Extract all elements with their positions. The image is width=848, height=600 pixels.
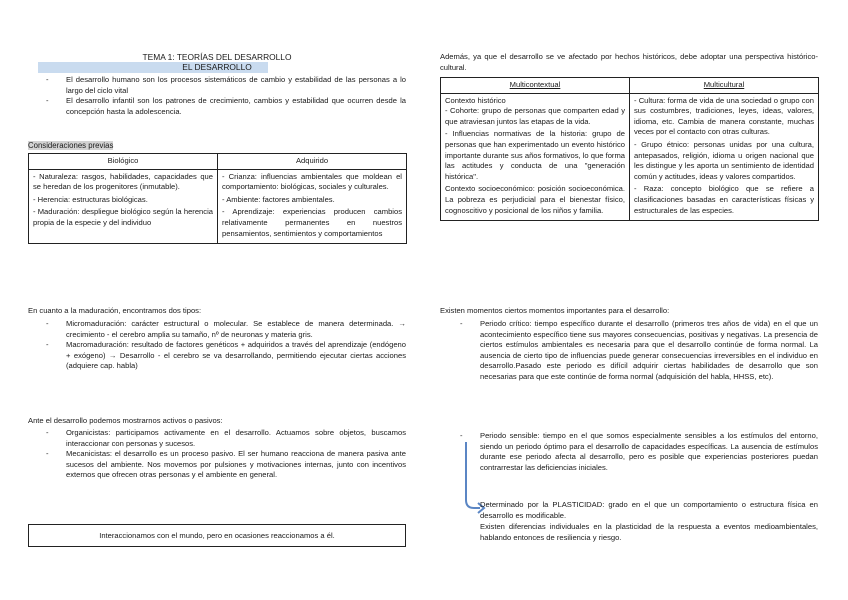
cell-paragraph: - Grupo étnico: personas unidas por una cultura, antepasados, religión, idioma u origen nacional que les distingue y les aporta un sentimiento de identidad común y actitudes, ideas y valores compartidos. (634, 139, 814, 181)
list-item: - Mecanicistas: el desarrollo es un proceso pasivo. El ser humano reacciona de manera pasiva ante sucesos del ambiente. Nos movemos por pulsiones y motivaciones internas, junto con incentivos externos que ofrecen otras personas y el ambiente en general. (38, 449, 406, 481)
maduracion-intro: En cuanto a la maduración, encontramos dos tipos: (28, 306, 202, 315)
list-item: - El desarrollo infantil son los patrones de crecimiento, cambios y estabilidad que ocurren desde la concepción hasta la adolescencia. (38, 96, 406, 117)
table-header-adquirido: Adquirido (218, 154, 407, 170)
cell-paragraph: - Naturaleza: rasgos, habilidades, capacidades que se heredan de los progenitores (inmutable). (33, 171, 213, 192)
list-item: - Micromaduración: carácter estructural o molecular. Se establece de manera determinada. → crecimiento - el cerebro amplia su tamaño, nº de neuronas y materia gris. (38, 319, 406, 340)
table-header-multicontextual: Multicontextual (441, 78, 630, 94)
list-item: - Periodo crítico: tiempo específico durante el desarrollo (primeros tres años de vida) en el que un acontecimiento específico tiene sus mayores consecuencias, positivas y negativas. La presencia de ciertos estímulos ambientales es necesaria para que el desarrollo continúe de forma normal. La ausencia de cierto tipo de influencias puede generar consecuencias irreversibles en el individuo en desarrollo.Pasado este periodo es difícil adquirir ciertas habilidades de desarrollo que son necesarias para que este continúe de forma normal (adquisición del habla, HHSS, etc). (452, 319, 818, 383)
boxed-note: Interaccionamos con el mundo, pero en ocasiones reaccionamos a él. (28, 524, 406, 547)
cell-paragraph: - Ambiente: factores ambientales. (222, 194, 335, 204)
activos-bullets (38, 428, 406, 481)
perspective-table (440, 77, 819, 221)
cell-paragraph: - Raza: concepto biológico que se refiere a clasificaciones basadas en características físicas y estructurales de las especies. (634, 184, 814, 215)
table-header-biologico: Biológico (29, 154, 218, 170)
right-intro: Además, ya que el desarrollo se ve afectado por hechos históricos, debe adoptar una perspectiva histórico-cultural. (440, 52, 818, 72)
table-cell-multicontextual (441, 93, 630, 221)
intro-bullets (38, 75, 406, 117)
periodo-critico-list (452, 319, 818, 383)
cell-paragraph: - Herencia: estructuras biológicas. (33, 194, 148, 204)
cell-heading: Contexto histórico (445, 95, 506, 105)
plasticidad-text: Determinado por la PLASTICIDAD: grado en el que un comportamiento o estructura física en desarrollo es modificable. (480, 500, 818, 520)
table-cell-adquirido (218, 169, 407, 244)
list-item: - El desarrollo humano son los procesos sistemáticos de cambio y estabilidad de las personas a lo largo del ciclo vital (38, 75, 406, 96)
table-cell-multicultural (630, 93, 819, 221)
activos-intro: Ante el desarrollo podemos mostrarnos activos o pasivos: (28, 416, 223, 425)
table-header-multicultural: Multicultural (630, 78, 819, 94)
cell-paragraph: - Maduración: despliegue biológico según la herencia propia de la especie y del individuo (33, 207, 213, 227)
section-subtitle: EL DESARROLLO (182, 62, 252, 72)
cell-paragraph: - Crianza: influencias ambientales que moldean el comportamiento: biológicas, sociales y culturales. (222, 171, 402, 192)
periodo-sensible-list (452, 431, 818, 473)
cell-paragraph: Contexto socioeconómico: posición socioeconómica. La pobreza es perjudicial para el bienestar físico, cognoscitivo y posicional de los niños y familia. (445, 184, 625, 215)
list-item: - Periodo sensible: tiempo en el que somos especialmente sensibles a los estímulos del entorno, siendo un periodo óptimo para el desarrollo de capacidades específicas. La ausencia de estímulos durante ese periodo afecta al desarrollo, pero es posible que experiencias posteriores puedan contrarrestar las deficiencias iniciales. (452, 431, 818, 473)
cell-paragraph: - Cultura: forma de vida de una sociedad o grupo con sus costumbres, tradiciones, leyes, ideas, valores, idioma, etc. Cambia de manera constante, muchas veces por el contacto con otras culturas. (634, 95, 814, 137)
list-item: - Organicistas: participamos activamente en el desarrollo. Actuamos sobre objetos, buscamos interaccionar con personas y sucesos. (38, 428, 406, 449)
cell-paragraph: - Aprendizaje: experiencias producen cambios relativamente permanentes en nuestros pensamientos, sentimientos y comportamientos (222, 207, 402, 238)
considerations-label: Consideraciones previas (28, 141, 114, 150)
list-item: - Macromaduración: resultado de factores genéticos + adquiridos a través del aprendizaje (endógeno + exógeno) → Desarrollo - el cerebro se va desarrollando, permitiendo ejecutar ciertas acciones (adquiere cap. habla) (38, 340, 406, 372)
document-title: TEMA 1: TEORÍAS DEL DESARROLLO (142, 52, 292, 62)
considerations-table (28, 153, 407, 244)
maduracion-bullets (38, 319, 406, 372)
table-cell-biologico (29, 169, 218, 244)
cell-paragraph: - Cohorte: grupo de personas que comparten edad y que atraviesan juntos las etapas de la vida. (445, 106, 625, 126)
diferencias-text: Existen diferencias individuales en la plasticidad de la respuesta a eventos medioambientales, hablando entonces de resiliencia y riesgo. (480, 522, 818, 542)
cell-paragraph: - Influencias normativas de la historia: grupo de personas que han experimentado un evento histórico importante durante sus años formativos, lo que forma las actitudes y conducta de una "generación histórica". (445, 129, 625, 181)
momentos-intro: Existen momentos ciertos momentos importantes para el desarrollo: (440, 306, 670, 315)
